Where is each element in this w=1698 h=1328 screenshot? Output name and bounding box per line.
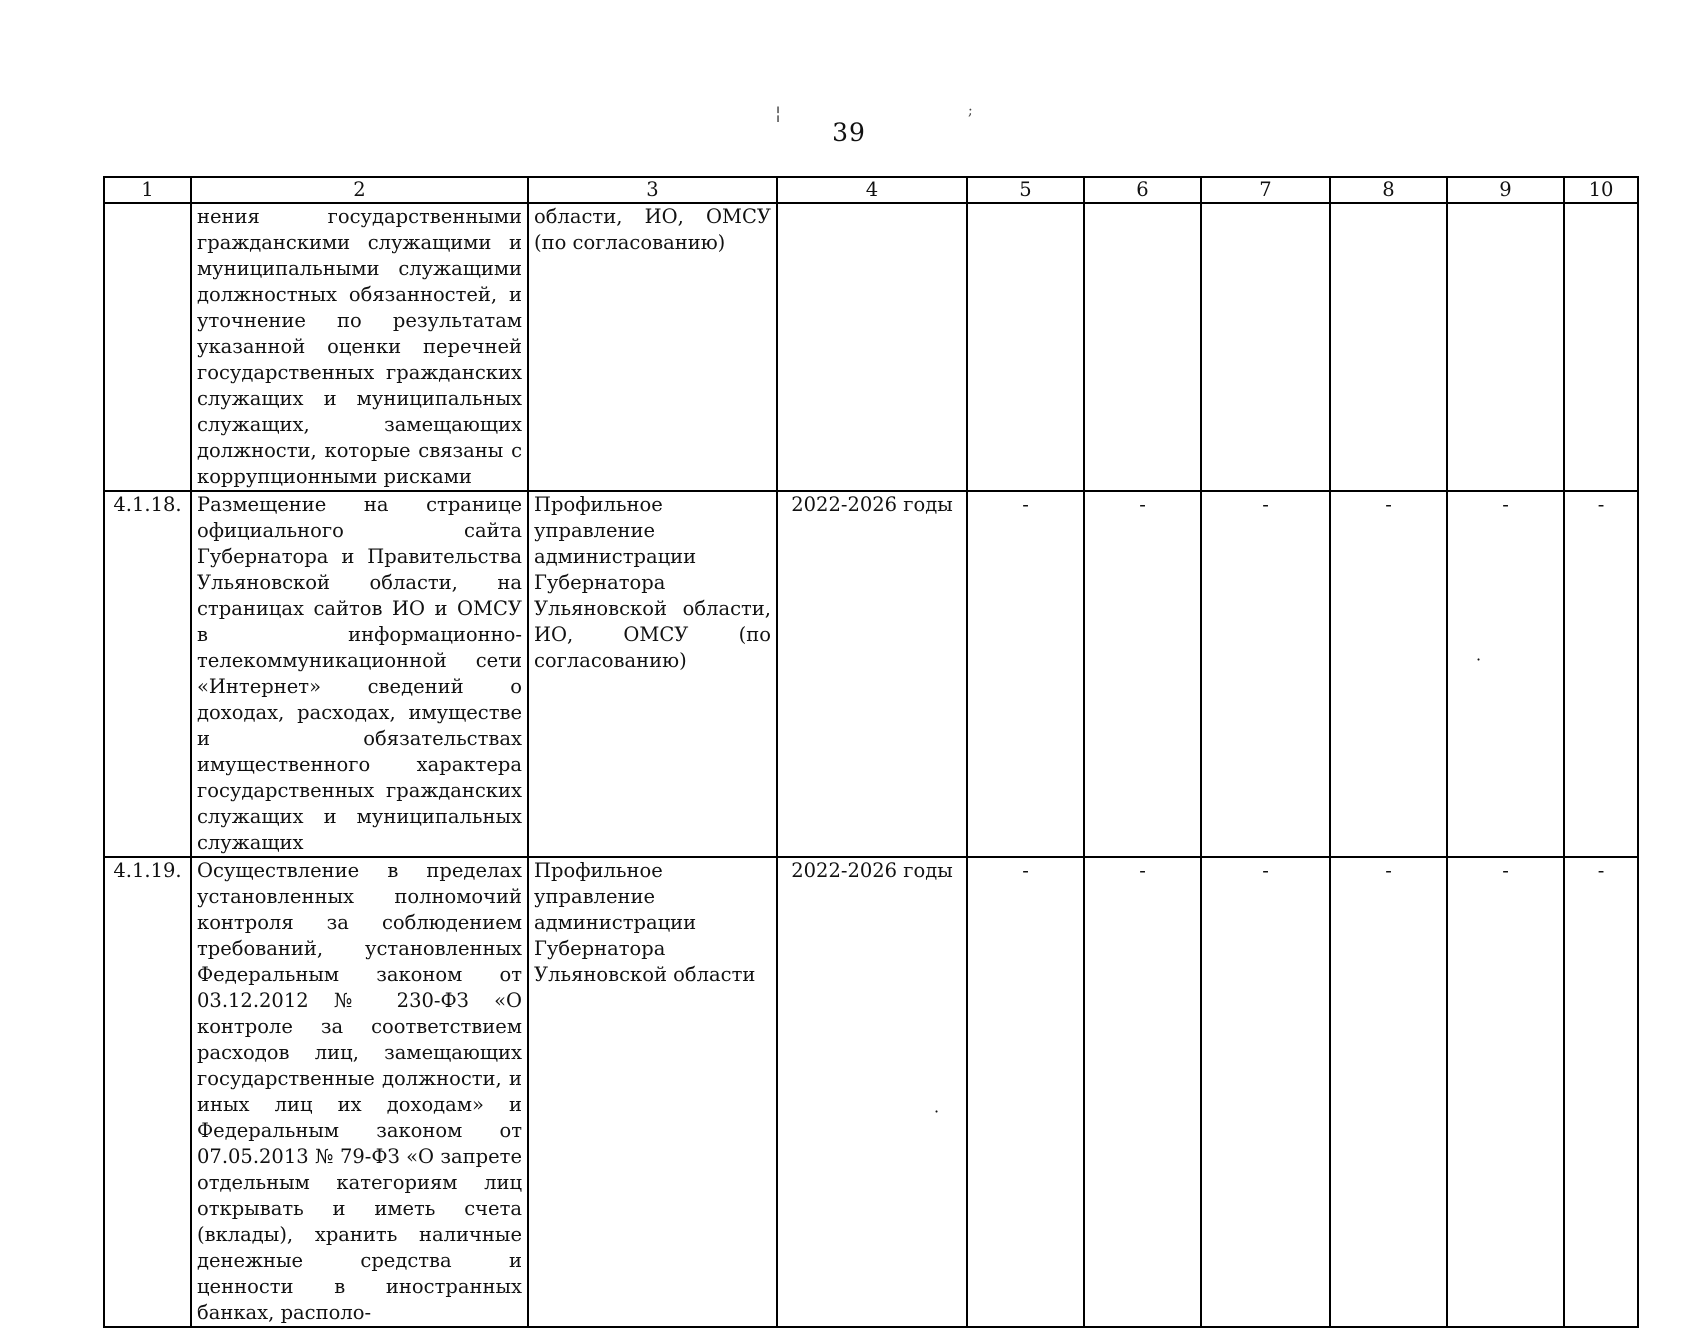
row-number xyxy=(104,203,191,491)
row-col-5: - xyxy=(967,491,1084,857)
column-header-5: 5 xyxy=(967,177,1084,203)
row-description: Размещение на странице официального сайта Губернатора и Правительства Ульяновской области, на страницах сайтов ИО и ОМСУ в информационно-телекоммуникационной сети «Интернет» сведений о доходах, расходах, имуществе и обязательствах имущественного характера государственных гражданских служащих и муниципальных служащих xyxy=(191,491,528,857)
column-header-8: 8 xyxy=(1330,177,1447,203)
row-col-5 xyxy=(967,203,1084,491)
scan-mark: ; xyxy=(968,103,973,119)
scan-mark: ¦ xyxy=(775,103,782,124)
row-period: 2022-2026 годы xyxy=(777,857,967,1327)
column-header-7: 7 xyxy=(1201,177,1330,203)
row-responsible: Профильное управление администрации Губернатора Ульяновской области xyxy=(528,857,777,1327)
row-number: 4.1.18. xyxy=(104,491,191,857)
row-col-10: - xyxy=(1564,491,1638,857)
row-col-9: - xyxy=(1447,491,1564,857)
row-col-7: - xyxy=(1201,491,1330,857)
row-col-7 xyxy=(1201,203,1330,491)
plan-table xyxy=(103,176,1639,1328)
column-header-2: 2 xyxy=(191,177,528,203)
row-responsible: области, ИО, ОМСУ (по согласованию) xyxy=(528,203,777,491)
column-header-3: 3 xyxy=(528,177,777,203)
row-col-8: - xyxy=(1330,857,1447,1327)
row-col-6: - xyxy=(1084,857,1201,1327)
row-description: нения государственными гражданскими служащими и муниципальными служащими должностных обязанностей, и уточнение по результатам указанной оценки перечней государственных гражданских служащих и муниципальных служащих, замещающих должности, которые связаны с коррупционными рисками xyxy=(191,203,528,491)
row-col-9: - xyxy=(1447,857,1564,1327)
row-col-5: - xyxy=(967,857,1084,1327)
scan-speck: · xyxy=(1476,650,1482,669)
row-col-6 xyxy=(1084,203,1201,491)
column-header-6: 6 xyxy=(1084,177,1201,203)
row-col-9 xyxy=(1447,203,1564,491)
row-period: 2022-2026 годы xyxy=(777,491,967,857)
column-header-4: 4 xyxy=(777,177,967,203)
column-header-9: 9 xyxy=(1447,177,1564,203)
row-period xyxy=(777,203,967,491)
row-col-10: - xyxy=(1564,857,1638,1327)
row-col-8 xyxy=(1330,203,1447,491)
row-responsible: Профильное управление администрации Губернатора Ульяновской области, ИО, ОМСУ (по согласованию) xyxy=(528,491,777,857)
table-row xyxy=(104,203,1638,491)
row-description: Осуществление в пределах установленных полномочий контроля за соблюдением требований, установленных Федеральным законом от 03.12.2012 № 230-ФЗ «О контроле за соответствием расходов лиц, замещающих государственные должности, и иных лиц их доходам» и Федеральным законом от 07.05.2013 № 79-ФЗ «О запрете отдельным категориям лиц открывать и иметь счета (вклады), хранить наличные денежные средства и ценности в иностранных банках, располо- xyxy=(191,857,528,1327)
row-number: 4.1.19. xyxy=(104,857,191,1327)
column-header-10: 10 xyxy=(1564,177,1638,203)
page-number: 39 xyxy=(832,118,866,147)
scan-speck: · xyxy=(934,1102,940,1121)
row-col-6: - xyxy=(1084,491,1201,857)
table-row xyxy=(104,491,1638,857)
row-col-7: - xyxy=(1201,857,1330,1327)
header-row xyxy=(104,177,1638,203)
column-header-1: 1 xyxy=(104,177,191,203)
table-row xyxy=(104,857,1638,1327)
row-col-10 xyxy=(1564,203,1638,491)
row-col-8: - xyxy=(1330,491,1447,857)
